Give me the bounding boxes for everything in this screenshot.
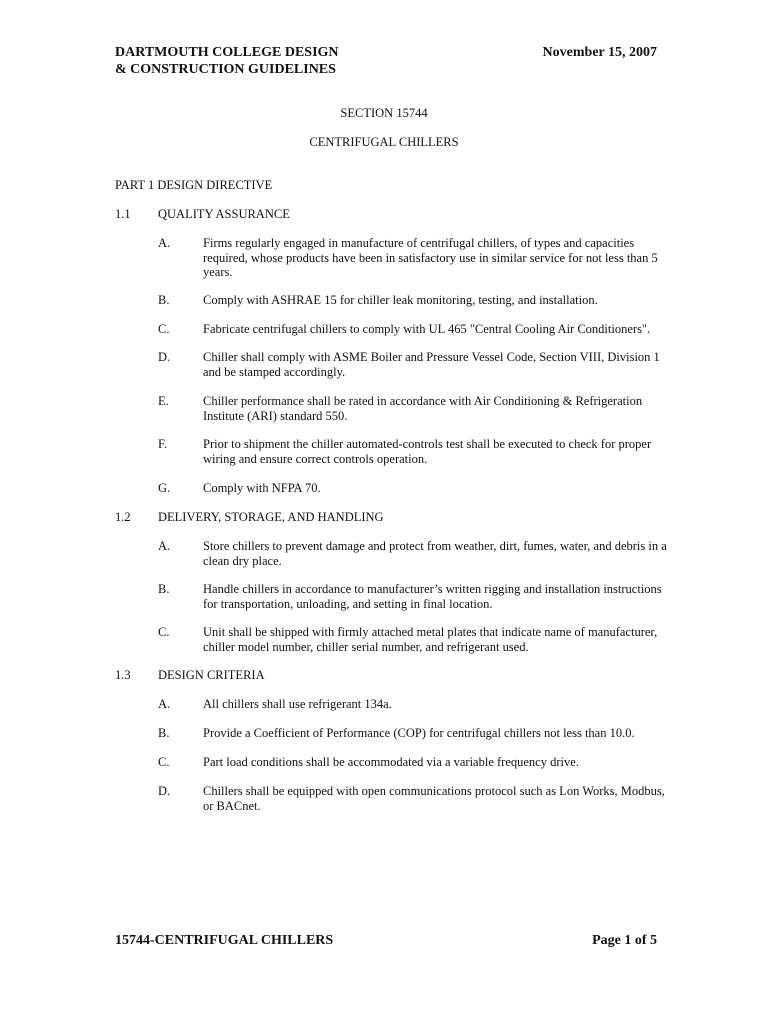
section-title: CENTRIFUGAL CHILLERS (309, 135, 459, 149)
list-item-text: Chillers shall be equipped with open communications protocol such as Lon Works, Modbus, or BACnet. (203, 784, 665, 813)
list-item-text: All chillers shall use refrigerant 134a. (203, 697, 392, 711)
org-line-2: & CONSTRUCTION GUIDELINES (115, 62, 336, 77)
section-1-2-title: DELIVERY, STORAGE, AND HANDLING (158, 510, 384, 524)
list-item-text: Fabricate centrifugal chillers to comply with UL 465 "Central Cooling Air Conditioners". (203, 322, 651, 336)
list-item-text: Comply with NFPA 70. (203, 481, 321, 495)
list-item-text: Chiller shall comply with ASME Boiler and Pressure Vessel Code, Section VIII, Division 1 and be stamped accordingly. (203, 350, 660, 379)
section-1-1-number: 1.1 (115, 207, 131, 221)
list-item-text: Prior to shipment the chiller automated-controls test shall be executed to check for proper wiring and ensure correct controls operation. (203, 437, 652, 466)
list-item-text: Part load conditions shall be accommodated via a variable frequency drive. (203, 755, 579, 769)
list-item-letter: E. (158, 394, 169, 408)
part-heading: PART 1 DESIGN DIRECTIVE (115, 178, 273, 192)
list-item-letter: A. (158, 697, 171, 711)
section-1-2-number: 1.2 (115, 510, 131, 524)
list-item-letter: B. (158, 582, 170, 596)
list-item-letter: C. (158, 322, 170, 336)
list-item-letter: C. (158, 755, 170, 769)
list-item-letter: D. (158, 784, 171, 798)
organization-name (115, 44, 339, 78)
footer-document-label: 15744-CENTRIFUGAL CHILLERS (115, 933, 334, 948)
list-item-letter: A. (158, 236, 171, 250)
list-item-text: Firms regularly engaged in manufacture of centrifugal chillers, of types and capacities required, whose products have been in satisfactory use in similar service for not less than 5 years. (203, 236, 658, 280)
list-item-text: Provide a Coefficient of Performance (COP) for centrifugal chillers not less than 10.0. (203, 726, 635, 740)
section-number: SECTION 15744 (340, 106, 428, 120)
list-item-letter: C. (158, 625, 170, 639)
section-1-3-number: 1.3 (115, 668, 131, 682)
list-item-letter: B. (158, 293, 170, 307)
list-item-text: Handle chillers in accordance to manufacturer’s written rigging and installation instructions for transportation, unloading, and setting in final location. (203, 582, 662, 611)
list-item-text: Unit shall be shipped with firmly attached metal plates that indicate name of manufacturer, chiller model number, chiller serial number, and refrigerant used. (203, 625, 658, 654)
list-item-text: Comply with ASHRAE 15 for chiller leak monitoring, testing, and installation. (203, 293, 598, 307)
list-item-letter: D. (158, 350, 171, 364)
list-item-letter: B. (158, 726, 170, 740)
page-number: Page 1 of 5 (592, 933, 657, 948)
section-1-3-title: DESIGN CRITERIA (158, 668, 265, 682)
list-item-text: Chiller performance shall be rated in accordance with Air Conditioning & Refrigeration Institute (ARI) standard 550. (203, 394, 643, 423)
list-item-letter: F. (158, 437, 168, 451)
org-line-1: DARTMOUTH COLLEGE DESIGN (115, 45, 339, 60)
list-item-letter: A. (158, 539, 171, 553)
section-1-1-title: QUALITY ASSURANCE (158, 207, 290, 221)
document-date: November 15, 2007 (542, 45, 657, 60)
list-item-text: Store chillers to prevent damage and protect from weather, dirt, fumes, water, and debris in a clean dry place. (203, 539, 667, 568)
list-item-letter: G. (158, 481, 171, 495)
